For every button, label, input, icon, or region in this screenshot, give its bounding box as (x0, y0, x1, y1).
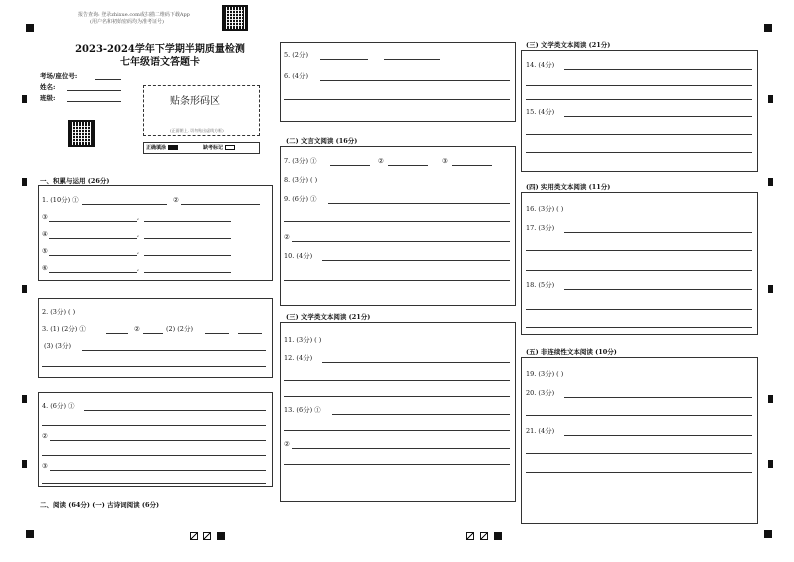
q21-answer-3[interactable] (526, 472, 752, 473)
q4-label: 4. (6分) ① (42, 402, 75, 410)
q3-part3-answer-2[interactable] (42, 366, 266, 367)
q14-answer-3[interactable] (526, 99, 752, 100)
q14-answer-2[interactable] (526, 85, 752, 86)
q3-1-answer[interactable] (106, 333, 128, 334)
page-marker-hatch (190, 532, 198, 540)
q13-2-answer[interactable] (292, 448, 510, 449)
q3-part2-answer-b[interactable] (238, 333, 262, 334)
q3-part2-label: (2) (2分) (166, 325, 193, 333)
q5-label: 5. (2分) (284, 51, 308, 59)
q13-label: 13. (6分) ① (284, 406, 321, 414)
q14-label: 14. (4分) (526, 61, 555, 69)
barcode-label: 贴条形码区 (170, 96, 220, 107)
timing-mark (22, 285, 27, 293)
q3-part2-answer-a[interactable] (205, 333, 229, 334)
q3-2-label: ② (134, 325, 140, 333)
q17-label: 17. (3分) (526, 224, 555, 232)
q10-label: 10. (4分) (284, 252, 313, 260)
q3-2-answer[interactable] (143, 333, 163, 334)
q12-answer-2[interactable] (284, 380, 510, 381)
q10-answer-2[interactable] (284, 280, 510, 281)
section-2-4-title: (四) 实用类文本阅读 (11分) (526, 183, 611, 191)
q11-label: 11. (3分) ( ) (284, 336, 322, 344)
q7-3-label: ③ (442, 157, 448, 165)
q3-part3-answer[interactable] (82, 350, 266, 351)
q12-label: 12. (4分) (284, 354, 313, 362)
q1-3-answer-b[interactable] (144, 221, 231, 222)
q14-answer[interactable] (564, 69, 752, 70)
section-2-2-title: (二) 文言文阅读 (16分) (286, 137, 358, 145)
q20-answer-2[interactable] (526, 415, 752, 416)
q18-answer-3[interactable] (526, 327, 752, 328)
comma: , (137, 264, 140, 272)
q1-2-label: ② (173, 196, 179, 204)
q1-6-answer-a[interactable] (49, 272, 137, 273)
q9-2-label: ② (284, 233, 290, 241)
q9-label: 9. (6分) ① (284, 195, 317, 203)
q18-answer[interactable] (564, 289, 752, 290)
q6-answer-2[interactable] (284, 99, 510, 100)
correct-fill-label: 正确填涂 (146, 144, 178, 152)
q7-label: 7. (3分) ① (284, 157, 317, 165)
q7-2-answer[interactable] (388, 165, 428, 166)
section-1-title: 一、积累与运用 (26分) (40, 177, 110, 185)
answer-box-q7-q10 (280, 146, 516, 306)
section-2-3-title: (三) 文学类文本阅读 (21分) (286, 313, 371, 321)
page-marker-hatch (466, 532, 474, 540)
class-field[interactable] (67, 101, 121, 102)
q12-answer-3[interactable] (284, 396, 510, 397)
q1-3-answer-a[interactable] (49, 221, 137, 222)
q1-2-answer[interactable] (181, 204, 260, 205)
comma: , (137, 213, 140, 221)
q13-2-answer-2[interactable] (284, 464, 510, 465)
comma: , (137, 230, 140, 238)
timing-mark (22, 178, 27, 186)
timing-mark (22, 460, 27, 468)
q1-5-answer-b[interactable] (144, 255, 231, 256)
absent-mark-label: 缺考标记 (203, 144, 235, 152)
corner-mark (26, 530, 34, 538)
section-2-3b-title: (三) 文学类文本阅读 (21分) (526, 41, 611, 49)
page-marker-hatch (203, 532, 211, 540)
q4-1-answer[interactable] (84, 410, 266, 411)
comma: , (137, 247, 140, 255)
class-label: 班级: (40, 94, 56, 102)
q13-1-answer[interactable] (332, 414, 510, 415)
q13-1-answer-2[interactable] (284, 430, 510, 431)
q20-answer[interactable] (564, 397, 752, 398)
q1-5-label: ⑤ (42, 247, 48, 255)
student-qr-code (68, 120, 95, 147)
page-title: 2023-2024学年下学期半期质量检测 (75, 44, 245, 55)
q7-3-answer[interactable] (452, 165, 492, 166)
q18-label: 18. (5分) (526, 281, 555, 289)
q4-3-answer[interactable] (50, 470, 266, 471)
q15-answer[interactable] (564, 116, 752, 117)
timing-mark (22, 95, 27, 103)
timing-mark (22, 395, 27, 403)
q15-label: 15. (4分) (526, 108, 555, 116)
q20-label: 20. (3分) (526, 389, 555, 397)
exam-room-label: 考场/座位号: (40, 72, 78, 80)
q5-answer-a[interactable] (320, 59, 368, 60)
q4-2-answer-2[interactable] (42, 455, 266, 456)
q17-answer-3[interactable] (526, 270, 752, 271)
q16-label: 16. (3分) ( ) (526, 205, 564, 213)
page-subtitle: 七年级语文答题卡 (120, 57, 200, 68)
q21-answer[interactable] (564, 435, 752, 436)
barcode-note: (正面朝上, 切勿贴出虚线方框) (170, 128, 224, 133)
app-qr-code (222, 5, 248, 31)
page-marker-solid (217, 532, 225, 540)
timing-mark (768, 395, 773, 403)
q6-answer[interactable] (320, 80, 510, 81)
q3-label: 3. (1) (2分) ① (42, 325, 86, 333)
q17-answer[interactable] (564, 232, 752, 233)
corner-mark (764, 530, 772, 538)
q15-answer-2[interactable] (526, 134, 752, 135)
timing-mark (768, 460, 773, 468)
q1-6-answer-b[interactable] (144, 272, 231, 273)
report-notice: 报告查询: 登录zhixue.com或扫描二维码下载App (78, 12, 190, 18)
section-2-title: 二、阅读 (64分) (一) 古诗词阅读 (6分) (40, 501, 160, 509)
answer-box-q16-q18 (521, 192, 758, 335)
q6-label: 6. (4分) (284, 72, 308, 80)
timing-mark (768, 178, 773, 186)
q1-6-label: ⑥ (42, 264, 48, 272)
q7-2-label: ② (378, 157, 384, 165)
timing-mark (768, 285, 773, 293)
exam-room-field[interactable] (95, 79, 121, 80)
correct-fill-sample (168, 145, 178, 150)
q4-2-answer[interactable] (50, 440, 266, 441)
q17-answer-2[interactable] (526, 250, 752, 251)
q12-answer[interactable] (322, 362, 510, 363)
q1-4-label: ④ (42, 230, 48, 238)
q1-4-answer-b[interactable] (144, 238, 231, 239)
q1-5-answer-a[interactable] (49, 255, 137, 256)
q4-2-label: ② (42, 432, 48, 440)
name-field[interactable] (67, 90, 121, 91)
q9-1-answer[interactable] (328, 203, 510, 204)
q1-label: 1. (10分) ① (42, 196, 79, 204)
q2-label: 2. (3分) ( ) (42, 308, 76, 316)
q4-3-label: ③ (42, 462, 48, 470)
q18-answer-2[interactable] (526, 309, 752, 310)
q9-2-answer[interactable] (292, 241, 510, 242)
page-marker-hatch (480, 532, 488, 540)
answer-box-q5-q6 (280, 42, 516, 122)
section-2-5-title: (五) 非连续性文本阅读 (10分) (526, 348, 617, 356)
name-label: 姓名: (40, 83, 56, 91)
corner-mark (764, 24, 772, 32)
report-notice-sub: (用户名和初始密码均为准考证号) (90, 19, 164, 25)
q13-2-label: ② (284, 440, 290, 448)
q1-4-answer-a[interactable] (49, 238, 137, 239)
q4-3-answer-2[interactable] (42, 483, 266, 484)
corner-mark (26, 24, 34, 32)
q21-label: 21. (4分) (526, 427, 555, 435)
q21-answer-2[interactable] (526, 453, 752, 454)
q9-1-answer-2[interactable] (284, 221, 510, 222)
q15-answer-3[interactable] (526, 152, 752, 153)
q10-answer[interactable] (322, 260, 510, 261)
q7-1-answer[interactable] (330, 165, 370, 166)
absent-mark-box[interactable] (225, 145, 235, 150)
timing-mark (768, 95, 773, 103)
q19-label: 19. (3分) ( ) (526, 370, 564, 378)
q5-answer-b[interactable] (384, 59, 440, 60)
q3-part3-label: (3) (3分) (44, 342, 71, 350)
q1-1-answer[interactable] (82, 204, 167, 205)
q8-label: 8. (3分) ( ) (284, 176, 318, 184)
page-marker-solid (494, 532, 502, 540)
q4-1-answer-2[interactable] (42, 425, 266, 426)
q1-3-label: ③ (42, 213, 48, 221)
answer-box-q19-q21 (521, 357, 758, 524)
